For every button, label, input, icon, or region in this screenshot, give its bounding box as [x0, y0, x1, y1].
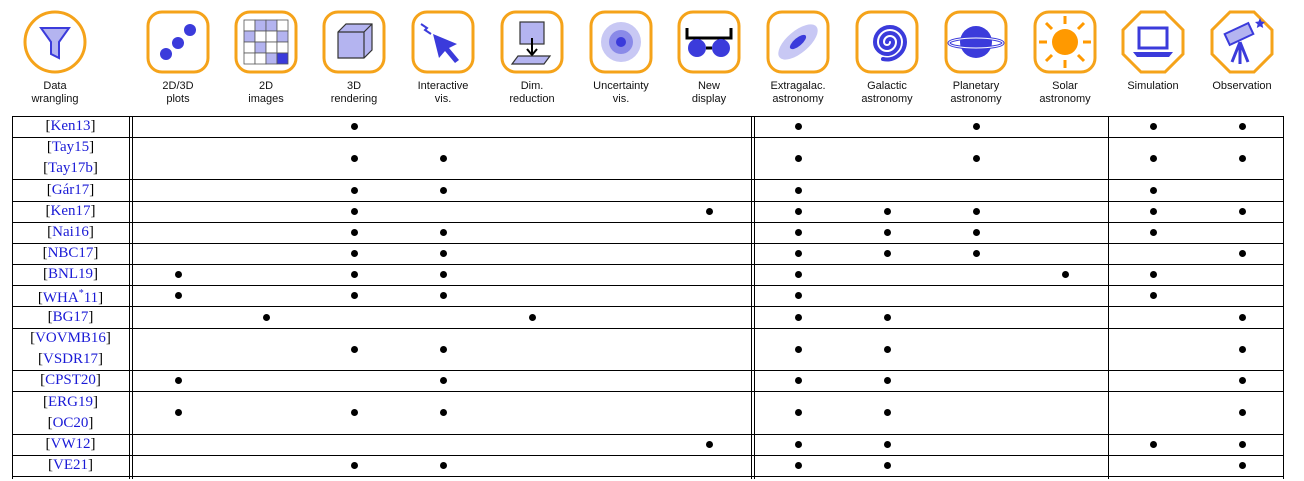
bracket: ] [105, 330, 111, 346]
mark-dot-images [263, 314, 270, 321]
mark-dot-observation [1239, 155, 1246, 162]
mark-dot-planetary [973, 123, 980, 130]
column-label-plots: 2D/3D plots [162, 80, 194, 105]
mark-dot-extragalactic [795, 409, 802, 416]
column-label-observation: Observation [1212, 80, 1272, 92]
reference-line[interactable] [12, 455, 129, 476]
row-divider [12, 391, 1284, 392]
reference-cell [12, 285, 129, 306]
scatter-plot-icon [146, 10, 210, 74]
reference-line[interactable] [12, 158, 129, 179]
row-divider [12, 455, 1284, 456]
bracket: [ [45, 436, 51, 452]
mark-dot-extragalactic [795, 208, 802, 215]
mark-dot-rendering [351, 229, 358, 236]
mark-dot-plots [175, 377, 182, 384]
bracket: [ [42, 245, 48, 261]
bracket: ] [98, 289, 104, 306]
bracket: [ [43, 160, 49, 176]
column-divider [751, 116, 752, 479]
bracket: ] [95, 372, 101, 388]
mark-dot-galactic [884, 441, 891, 448]
column-label-uncertainty: Uncertainty vis. [593, 80, 649, 105]
mark-dot-extragalactic [795, 250, 802, 257]
mark-dot-extragalactic [795, 441, 802, 448]
mark-dot-galactic [884, 346, 891, 353]
mark-dot-galactic [884, 314, 891, 321]
mark-dot-extragalactic [795, 271, 802, 278]
mark-dot-interactive [440, 155, 447, 162]
mark-dot-rendering [351, 187, 358, 194]
mark-dot-simulation [1150, 187, 1157, 194]
mark-dot-interactive [440, 409, 447, 416]
bracket: [ [37, 289, 43, 306]
bracket: ] [93, 266, 98, 282]
mark-dot-interactive [440, 229, 447, 236]
mark-dot-extragalactic [795, 229, 802, 236]
planet-icon [944, 10, 1008, 74]
mark-dot-extragalactic [795, 123, 802, 130]
row-divider [12, 434, 1284, 435]
mark-dot-extragalactic [795, 462, 802, 469]
reference-line[interactable] [12, 201, 129, 222]
bracket: ] [88, 308, 94, 325]
galaxy-disc-icon [766, 10, 830, 74]
mark-dot-rendering [351, 462, 358, 469]
mark-dot-interactive [440, 346, 447, 353]
reference-line[interactable] [12, 370, 129, 391]
column-label-extragalactic: Extragalac. astronomy [770, 80, 826, 105]
mark-dot-interactive [440, 377, 447, 384]
mark-dot-rendering [351, 292, 358, 299]
column-label-data_wrangling: Data wrangling [31, 80, 79, 105]
mark-dot-observation [1239, 462, 1246, 469]
bracket: [ [37, 351, 43, 367]
mark-dot-galactic [884, 377, 891, 384]
bracket: [ [43, 393, 48, 410]
row-divider [12, 328, 1284, 329]
reference-cell [12, 306, 129, 328]
bracket: [ [48, 457, 53, 473]
reference-line[interactable] [12, 328, 129, 349]
reference-cell [12, 137, 129, 179]
bracket: [ [47, 414, 53, 431]
mark-dot-interactive [440, 250, 447, 257]
bracket: ] [89, 181, 95, 198]
pixel-grid-icon [234, 10, 298, 74]
mark-dot-solar [1062, 271, 1069, 278]
mark-dot-galactic [884, 229, 891, 236]
mark-dot-extragalactic [795, 314, 802, 321]
reference-cell [12, 222, 129, 243]
column-label-images: 2D images [248, 80, 284, 105]
bracket: [ [47, 224, 53, 240]
mark-dot-observation [1239, 250, 1246, 257]
bracket: [ [30, 330, 36, 346]
mark-dot-observation [1239, 208, 1246, 215]
reference-cell [12, 179, 129, 201]
bracket: [ [45, 118, 51, 134]
reference-line[interactable] [12, 434, 129, 455]
row-divider [12, 306, 1284, 307]
mark-dot-display [706, 208, 713, 215]
reference-link[interactable]: NBC17 [47, 245, 94, 261]
mark-dot-rendering [351, 155, 358, 162]
column-label-display: New display [691, 80, 727, 105]
reference-line[interactable] [12, 222, 129, 243]
mark-dot-display [706, 441, 713, 448]
mark-dot-galactic [884, 208, 891, 215]
bracket: ] [98, 351, 103, 367]
mark-dot-galactic [884, 409, 891, 416]
mark-dot-simulation [1150, 292, 1157, 299]
reference-link[interactable]: Nai16 [52, 224, 89, 240]
column-label-planetary: Planetary astronomy [950, 80, 1002, 105]
mark-dot-simulation [1150, 441, 1157, 448]
reference-line[interactable] [12, 307, 129, 328]
telescope-icon [1210, 10, 1274, 74]
laptop-icon [1121, 10, 1185, 74]
mark-dot-rendering [351, 409, 358, 416]
mark-dot-simulation [1150, 208, 1157, 215]
reference-cell [12, 243, 129, 264]
reference-link[interactable]: Tay15 [51, 139, 90, 155]
bracket: [ [45, 203, 51, 219]
mark-dot-rendering [351, 346, 358, 353]
column-divider [1108, 116, 1109, 479]
reference-line[interactable] [12, 137, 129, 158]
bracket: [ [47, 308, 53, 325]
sun-icon [1033, 10, 1097, 74]
mark-dot-rendering [351, 123, 358, 130]
row-divider [12, 179, 1284, 180]
reference-cell [12, 370, 129, 391]
bracket: [ [40, 372, 46, 388]
mark-dot-interactive [440, 187, 447, 194]
mark-dot-simulation [1150, 271, 1157, 278]
bracket: ] [88, 414, 94, 431]
column-divider [754, 116, 755, 479]
mark-dot-galactic [884, 462, 891, 469]
reference-link[interactable]: Gár17 [51, 181, 90, 198]
reference-cell [12, 434, 129, 455]
bracket: ] [89, 139, 95, 155]
bracket: ] [93, 245, 99, 261]
bracket: ] [92, 160, 98, 176]
reference-link[interactable]: BG17 [52, 308, 89, 325]
column-label-solar: Solar astronomy [1039, 80, 1091, 105]
reference-line[interactable] [12, 283, 129, 309]
reference-link[interactable]: VE21 [53, 457, 88, 473]
bracket: [ [46, 181, 52, 198]
column-divider [129, 116, 130, 479]
row-divider [12, 476, 1284, 477]
reference-table [12, 116, 1284, 479]
reference-cell [12, 201, 129, 222]
bracket: [ [46, 139, 52, 155]
reference-line[interactable] [12, 180, 129, 201]
column-label-galactic: Galactic astronomy [861, 80, 913, 105]
bracket: ] [88, 224, 94, 240]
reference-link[interactable]: OC20 [52, 414, 89, 431]
mark-dot-extragalactic [795, 155, 802, 162]
bracket: ] [90, 436, 96, 452]
mark-dot-simulation [1150, 155, 1157, 162]
mark-dot-dimred [529, 314, 536, 321]
mark-dot-observation [1239, 123, 1246, 130]
reference-line[interactable] [12, 413, 129, 434]
mark-dot-observation [1239, 409, 1246, 416]
column-label-interactive: Interactive vis. [417, 80, 469, 105]
projection-icon [500, 10, 564, 74]
spiral-icon [855, 10, 919, 74]
mark-dot-interactive [440, 292, 447, 299]
blur-circle-icon [589, 10, 653, 74]
reference-link[interactable]: CPST20 [45, 372, 96, 388]
row-divider [12, 201, 1284, 202]
row-divider [12, 285, 1284, 286]
mark-dot-rendering [351, 271, 358, 278]
row-divider [12, 137, 1284, 138]
mark-dot-plots [175, 271, 182, 278]
cursor-click-icon [411, 10, 475, 74]
mark-dot-observation [1239, 346, 1246, 353]
mark-dot-rendering [351, 208, 358, 215]
mark-dot-plots [175, 292, 182, 299]
mark-dot-interactive [440, 271, 447, 278]
column-label-simulation: Simulation [1127, 80, 1179, 92]
mark-dot-planetary [973, 208, 980, 215]
reference-line[interactable] [12, 349, 129, 370]
row-divider [12, 222, 1284, 223]
reference-link[interactable]: VW12 [50, 436, 91, 452]
reference-line[interactable] [12, 392, 129, 413]
column-label-rendering: 3D rendering [330, 80, 378, 105]
mark-dot-rendering [351, 250, 358, 257]
reference-link[interactable]: VOVMB16 [35, 330, 106, 346]
mark-dot-simulation [1150, 123, 1157, 130]
vr-headset-icon [677, 10, 741, 74]
reference-cell [12, 455, 129, 476]
column-label-dimred: Dim. reduction [509, 80, 555, 105]
mark-dot-simulation [1150, 229, 1157, 236]
reference-cell [12, 391, 129, 434]
funnel-icon [23, 10, 87, 74]
bracket: [ [43, 266, 48, 282]
mark-dot-galactic [884, 250, 891, 257]
reference-cell [12, 328, 129, 370]
reference-line[interactable] [12, 243, 129, 264]
mark-dot-observation [1239, 377, 1246, 384]
bracket: ] [90, 118, 96, 134]
column-divider [132, 116, 133, 479]
reference-link[interactable]: Tay17b [48, 160, 93, 176]
mark-dot-plots [175, 409, 182, 416]
reference-line[interactable] [12, 116, 129, 137]
row-divider [12, 243, 1284, 244]
mark-dot-interactive [440, 462, 447, 469]
column-divider [1283, 116, 1284, 479]
reference-link[interactable]: WHA*11 [42, 287, 99, 306]
row-divider [12, 264, 1284, 265]
reference-link[interactable]: VSDR17 [42, 351, 98, 367]
bracket: ] [88, 457, 93, 473]
mark-dot-planetary [973, 229, 980, 236]
bracket: ] [93, 393, 98, 410]
mark-dot-extragalactic [795, 292, 802, 299]
mark-dot-planetary [973, 250, 980, 257]
reference-link[interactable]: Ken17 [50, 203, 91, 219]
row-divider [12, 370, 1284, 371]
mark-dot-observation [1239, 441, 1246, 448]
reference-cell [12, 116, 129, 137]
mark-dot-observation [1239, 314, 1246, 321]
reference-link[interactable]: ERG19 [48, 393, 93, 410]
mark-dot-planetary [973, 155, 980, 162]
reference-link[interactable]: Ken13 [50, 118, 91, 134]
cube-icon [322, 10, 386, 74]
mark-dot-extragalactic [795, 346, 802, 353]
bracket: ] [90, 203, 96, 219]
row-divider [12, 116, 1284, 117]
reference-link[interactable]: BNL19 [48, 266, 93, 282]
mark-dot-extragalactic [795, 187, 802, 194]
mark-dot-extragalactic [795, 377, 802, 384]
